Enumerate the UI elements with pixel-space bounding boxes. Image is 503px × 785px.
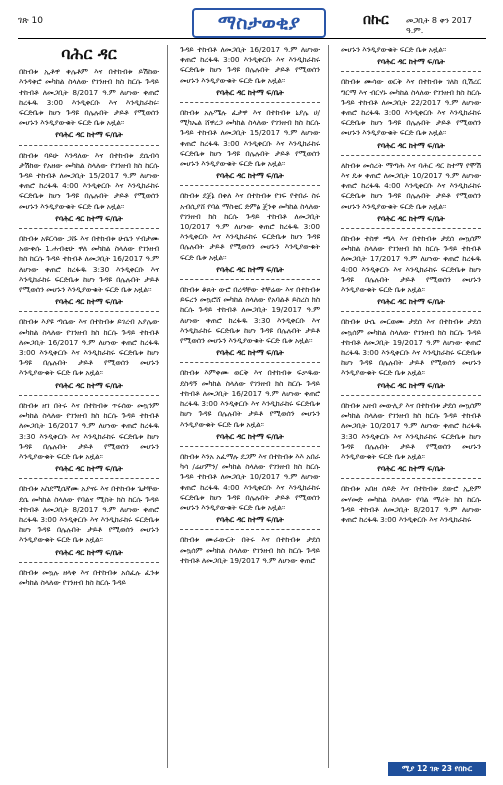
- notice-signature: የባሕር ዳር ከተማ ፍ/ቤት: [55, 213, 123, 223]
- notice-signature: የባሕር ዳር ከተማ ፍ/ቤት: [55, 380, 123, 390]
- notice: [180, 45, 320, 98]
- notice-text: በከብቱ አስደሚሴኛሙ አያናሩ እና በተከብቱ ጌታቸው ደሴ መካከል ስላለው የባልና ሚስት ክስ ከርሱ ጉዳይ ተከብቶ ለመጋቢት 8/2017 ዓ.ም ለሆነው ቀጠሮ ከረፋዱ 3:00 እንዲቀርቡ እና እንዲከራከሩ ፍርድቤቱ ከሆነ ጉዳዩ በሌሉበት ታይቶ የሚወሰን መሆኑን እንዲያውቁት ፍርድ ቤቱ አዟል፡፡: [19, 484, 159, 545]
- notice-separator: [341, 71, 481, 72]
- page-number: ገጽ 10: [18, 16, 44, 26]
- notice-text: በከብቱ ሙራውርት በትሩ እና በተከብቱ ታደሰ መኳሰም መካከል ስላለው የገንዘብ ክስ ከርሱ ጉዳይ ተከብቶ ለመጋቢት 19/2017 ዓ.ም ለሆነው ቀጠሮ: [180, 535, 320, 565]
- notice: [19, 401, 159, 474]
- notice: [341, 317, 481, 390]
- notice-list: [341, 45, 481, 525]
- notice-signature: የባሕር ዳር ከተማ ፍ/ቤት: [377, 297, 445, 307]
- notice-list: [19, 67, 159, 588]
- notice-text: በከብቱ እያዩ ጣሴው እና በተከብቱ ይገረብ አያሌው መካከል ስላለው የገንዘብ ክስ ከርሱ ጉዳይ ተከብቶ ለመጋቢት 16/2017 ዓ.ም ለሆነው ቀጠሮ ከረፋዱ 3:00 እንዲቀርቡ እና እንዲከራከሩ ፍርድቤቱ ከሆነ ጉዳዩ በሌሉበት ታይቶ የሚወሰን መሆኑን እንዲያውቁት ፍርድ ቤቱ አዟል፡፡: [19, 317, 159, 378]
- notice-separator: [19, 145, 159, 146]
- notice-separator: [180, 185, 320, 186]
- notice: [180, 108, 320, 181]
- notice-signature: የባሕር ዳር ከተማ ፍ/ቤት: [55, 547, 123, 557]
- notice-signature: የባሕር ዳር ከተማ ፍ/ቤት: [216, 431, 284, 441]
- notice: [19, 484, 159, 557]
- notice-text: በከብቱ አሉሜሉ ፈታዋ እና በተከብቱ ኒያሌ ሀ/ሚካኤል ሸዋረጋ መካከል ስላለው የገንዘብ ክስ ከርሱ ጉዳይ ተከብቶ ለመጋቢት 15/2017 ዓ.ም ለሆነው ቀጠሮ ከረፋዱ 3:00 እንዲቀርቡ እና እንዲከራከሩ ፍርድቤቱ ከሆነ ጉዳዩ በሌሉበት ታይቶ የሚወሰን መሆኑን እንዲያውቁት ፍርድ ቤቱ አዟል፡፡: [180, 108, 320, 169]
- notice-separator: [19, 395, 159, 396]
- notice: [180, 285, 320, 358]
- notice-separator: [180, 446, 320, 447]
- section-title: በኩር: [363, 12, 389, 28]
- notice-text: በከብቱ እምቀሙ ወርቅ እና በተከብቱ ፍቃዱው ደስዳኝ መካከል ስላለው የገንዘብ ክስ ከርሱ ጉዳይ ተከብቶ ለመጋቢት 16/2017 ዓ.ም ለሆነው ቀጠሮ ከረፋዱ 3:00 እንዲቀርቡ እና እንዲከራከሩ ፍርድቤቱ ከሆነ ጉዳዩ በሌሉበት ታይቶ የሚወሰን መሆኑን እንዲያውቁት ፍርድ ቤቱ አዟል፡፡: [180, 368, 320, 429]
- notice-separator: [180, 362, 320, 363]
- notice-signature: የባሕር ዳር ከተማ ፍ/ቤት: [216, 515, 284, 525]
- notice-signature: የባሕር ዳር ከተማ ፍ/ቤት: [55, 464, 123, 474]
- notice-signature: የባሕር ዳር ከተማ ፍ/ቤት: [377, 464, 445, 474]
- notice-signature: የባሕር ዳር ከተማ ፍ/ቤት: [216, 348, 284, 358]
- notice: [180, 535, 320, 566]
- notice: [19, 568, 159, 588]
- notice-separator: [341, 311, 481, 312]
- notice: [341, 401, 481, 474]
- notice-signature: የባሕር ዳር ከተማ ፍ/ቤት: [216, 171, 284, 181]
- notice: [19, 67, 159, 140]
- notice-separator: [341, 478, 481, 479]
- notice-signature: የባሕር ዳር ከተማ ፍ/ቤት: [377, 57, 445, 67]
- notice-text: መሆኑን እንዲያውቁት ፍርድ ቤቱ አዟል፡፡: [341, 45, 447, 54]
- notice-separator: [341, 228, 481, 229]
- notice: [341, 161, 481, 224]
- notice-separator: [19, 311, 159, 312]
- notice: [341, 484, 481, 525]
- notice: [341, 234, 481, 307]
- notice: [19, 317, 159, 390]
- column-divider: [328, 45, 329, 768]
- notice-separator: [180, 279, 320, 280]
- notice: [341, 77, 481, 150]
- column-1: [19, 45, 159, 768]
- notice-text: በከብቱ ባይሁ እንዳለው እና በተከብቱ ደሴብሳ ታሽከው የአዘው መካከል ስላለው የገንዘብ ክስ ከርሱ ጉዳይ ተከብቶ ለመጋቢት 15/2017 ዓ.ም ለሆነው ቀጠሮ ከረፋዱ 4:00 እንዲቀርቡ እና እንዲከራከሩ ፍርድቤቱ ከሆነ ጉዳዩ በሌሉበት ታይቶ የሚወሰን መሆኑን እንዲያውቁት ፍርድ ቤቱ አዟል፡፡: [19, 150, 159, 211]
- notice-separator: [180, 102, 320, 103]
- notice-separator: [180, 529, 320, 530]
- notice-text: በከብቱ አዘብ መውሊያ እና በተከብቱ ታደሰ መኳሰም መካከል ስላለው የገንዘብ ክስ ከርሱ ጉዳይ ተከብቶ ለመጋቢት 10/2017 ዓ.ም ለሆነው ቀጠሮ ከረፋዱ 3:30 እንዲቀርቡ እና እንዲከራከሩ ፍርድቤቱ ከሆነ ጉዳዩ በሌሉበት ታይቶ የሚወሰን መሆኑን እንዲያውቁት ፍርድ ቤቱ አዟል፡፡: [341, 400, 481, 461]
- notice-text: በከብቱ ሁሴ መርወሙ ታደሰ እና በተከብቱ ታደሰ መኳሰም መካከል ስላለው የገንዘብ ክስ ከርሱ ጉዳይ ተከብቶ ለመጋቢት 19/2017 ዓ.ም ለሆነው ቀጠሮ ከረፋዱ 3:00 እንዲቀርቡ እና እንዲከራከሩ ፍርድቤቱ ከሆነ ጉዳዩ በሌሉበት ታይቶ የሚወሰን መሆኑን እንዲያውቁት ፍርድ ቤቱ አዟል፡፡: [341, 317, 481, 378]
- notice-signature: የባሕር ዳር ከተማ ፍ/ቤት: [55, 130, 123, 140]
- notice-text: ለከብቱ መሰረት ማጣሕ እና ባሕር ዳር ከተማ የሞሽ እና ዴቱ ቀጠሮ ለመጋቢት 10/2017 ዓ.ም ለሆነው ቀጠሮ ከረፋዱ 4:00 እንዲቀርቡ እና እንዲከራከሩ ፍርድቤቱ ከሆነ ጉዳዩ በሌሉበት ታይቶ የሚወሰን መሆኑን እንዲያውቁት ፍርድ ቤቱ አዟል፡፡: [341, 160, 481, 211]
- notice-text: በከብቱ መኳሉ ዘላቀ እና በተከብቱ አሰፈሉ ፈንቱ መካከል ስላለው የገንዘብ ክስ ከርሱ ጉዳይ: [19, 567, 159, 587]
- column-3: [341, 45, 481, 768]
- notice-signature: የባሕር ዳር ከተማ ፍ/ቤት: [216, 264, 284, 274]
- notice-separator: [19, 562, 159, 563]
- notice-text: በከብቱ እንአ አፈማሉ ደጋም እና በተከብቱ እእ አበራ ካሳ /ሬሆምን/ መካከል ስላለው የገንዘብ ክስ ከርሱ ጉዳይ ተከብቶ ለመጋቢት 10/2017 ዓ.ም ለሆነው ቀጠሮ ከረፋዱ 4:00 እንዲቀርቡ እና እንዲከራከሩ ፍርድቤቱ ከሆነ ጉዳዩ በሌሉበት ታይቶ የሚወሰን መሆኑን እንዲያውቁት ፍርድ ቤቱ አዟል፡፡: [180, 451, 320, 512]
- notice: [19, 151, 159, 224]
- notice-signature: የባሕር ዳር ከተማ ፍ/ቤት: [377, 140, 445, 150]
- notice-signature: የባሕር ዳር ከተማ ፍ/ቤት: [377, 213, 445, 223]
- header-rule: [18, 38, 486, 39]
- notice-text: በከብቱ ቆጸት ውሮ በረዳቸው ተቸሬው እና በተከብቱ ይፍረን መኳሮሸ መካከል ስላለው የአባልቶ ይስረስ ክስ ከርሱ ጉዳይ ተከብቶ ለመጋቢት 19/2017 ዓ.ም ለሆነው ቀጠሮ ከረፋዱ 3:30 እንዲቀርቡ እና እንዲከራከሩ ፍርድቤቱ ከሆነ ጉዳዩ በሌሉበት ታይቶ የሚወሰን መሆኑን እንዲያውቁት ፍርድ ቤቱ አዟል፡፡: [180, 285, 320, 346]
- column-2: [180, 45, 320, 768]
- column-heading: ባሕር ዳር: [61, 45, 117, 63]
- notice-signature: የባሕር ዳር ከተማ ፍ/ቤት: [55, 297, 123, 307]
- notice-list: [180, 45, 320, 566]
- notice: [180, 191, 320, 275]
- notice-separator: [341, 395, 481, 396]
- notice-separator: [19, 228, 159, 229]
- masthead-title: ማስታወቂያ: [192, 8, 326, 38]
- notice-separator: [19, 478, 159, 479]
- notice: [341, 45, 481, 67]
- notice-signature: የባሕር ዳር ከተማ ፍ/ቤት: [377, 380, 445, 390]
- notice-text: በከብቱ ደጀኔ በቀለ እና በተከብቱ የገፍ የተበራ ስሩ አብሲያሸ የባል ማስቲር ድምፅ ጄንቀ መካከል ስላለው የገንዘብ ክስ ከርሱ ጉዳይ ተከብቶ ለመጋቢት 10/2017 ዓ.ም ለሆነው ቀጠሮ ከረፋዱ 3:00 እንዲቀርቡ እና እንዲከራከሩ ፍርድቤቱ ከሆነ ጉዳዩ በሌሉበት ታይቶ የሚወሰን መሆኑን እንዲያውቁት ፍርድ ቤቱ አዟል፡፡: [180, 191, 320, 262]
- notice-text: በከብቱ ሙሳው ወርቅ እና በተከብቱ ገለከ ቢሽረር ግርማ እና ብርሃኑ መካከል ስላለው የገንዘብ ክስ ከርሱ ጉዳይ ተከብቶ ለመጋቢት 22/2017 ዓ.ም ለሆነው ቀጠሮ ከረፋዱ 3:00 እንዲቀርቡ እና እንዲከራከሩ ፍርድቤቱ ከሆነ ጉዳዩ በሌሉበት ታይቶ የሚወሰን መሆኑን እንዲያውቁት ፍርድ ቤቱ አዟል፡፡: [341, 77, 481, 138]
- notice-text: በከብቱ አበዘ ሰይድ እና በተከብቱ ደውሮ ኢድም መሃመድ መካከል ስላለው የባል ማሪት ክስ ከርሱ ጉዳይ ተከብቶ ለመጋቢት 8/2017 ዓ.ም ለሆነው ቀጠሮ ከረፋዱ 3:00 እንዲቀርቡ እና እንዲከራከሩ: [341, 484, 481, 524]
- notice-text: በከብቱ ዘገ በትሩ እና በተከብቱ ጥሩሰው መኳንም መካከል ስላለው የገንዘብ ክስ ከርሱ ጉዳይ ተከብቶ ለመጋቢት 16/2017 ዓ.ም ለሆነው ቀጠሮ ከረፋዱ 3:30 እንዲቀርቡ እና እንዲከራከሩ ፍርድቤቱ ከሆነ ጉዳዩ በሌሉበት ታይቶ የሚወሰን መሆኑን እንዲያውቁት ፍርድ ቤቱ አዟል፡፡: [19, 400, 159, 461]
- issue-date: መጋቢት 8 ቀን 2017 ዓ.ም.: [406, 16, 472, 35]
- notice: [180, 368, 320, 441]
- notice-text: በከብቱ ተስዋ ጫላ እና በተከብቱ ታደሰ መኳሰም መካከል ስላለው የገንዘብ ክስ ከርሱ ጉዳይ ተከብቶ ለመጋቢት 17/2017 ዓ.ም ለሆነው ቀጠሮ ከረፋዱ 4:00 እንዲቀርቡ እና እንዲከራከሩ ፍርድቤቱ ከሆነ ጉዳዩ በሌሉበት ታይቶ የሚወሰን መሆኑን እንዲያውቁት ፍርድ ቤቱ አዟል፡፡: [341, 234, 481, 295]
- notice-signature: የባሕር ዳር ከተማ ፍ/ቤት: [216, 87, 284, 97]
- notice-text: በከብቱ አዩርሳው ጋሹ እና በተከብቱ ሁሴን ሃብታሙ አውቀሱ 1.ሐብቲሁ ዋለ መካከል ስላለው የገንዘብ ክስ ከርሱ ጉዳይ ተከብቶ ለመጋቢት 16/2017 ዓ.ም ለሆነው ቀጠሮ ከረፋዱ 3:30 እንዲቀርቡ እና እንዲከራከሩ ፍርድቤቱ ከሆነ ጉዳዩ በሌሉበት ታይቶ የሚወሰን መሆኑን እንዲያውቁት ፍርድ ቤቱ አዟል፡፡: [19, 234, 159, 295]
- notice-text: ጉዳይ ተከብቶ ለመጋቢት 16/2017 ዓ.ም ለሆነው ቀጠሮ ከረፋዱ 3:00 እንዲቀርቡ እና እንዲከራከሩ ፍርድቤቱ ከሆነ ጉዳዩ በሌሉበት ታይቶ የሚወሰን መሆኑን እንዲያውቁት ፍርድ ቤቱ አዟል፡፡: [180, 45, 320, 85]
- page-header: [18, 8, 486, 38]
- notice-text: በከብቱ ኢቶዋ ቀሌቶም እና በተከብቱ ይሽከው እንዳቀሮ መካከል ስላለው የገንዘብ ክስ ከርሱ ጉዳይ ተከብቶ ለመጋቢት 8/2017 ዓ.ም ለሆነው ቀጠሮ ከረፋዱ 3:00 እንዲቀርቡ እና እንዲከራከሩ፡ ፍርድቤቱ ከሆነ ጉዳዩ በሌሉበት ታይቶ የሚወሰን መሆኑን እንዲያውቁት ፍርድ ቤቱ አዟል፡፡: [19, 67, 159, 128]
- notice: [180, 452, 320, 525]
- column-divider: [167, 45, 168, 768]
- notice: [19, 234, 159, 307]
- footer-tag: ሚያ 12 ገጽ 23 የበኩር: [388, 762, 486, 776]
- notice-separator: [341, 155, 481, 156]
